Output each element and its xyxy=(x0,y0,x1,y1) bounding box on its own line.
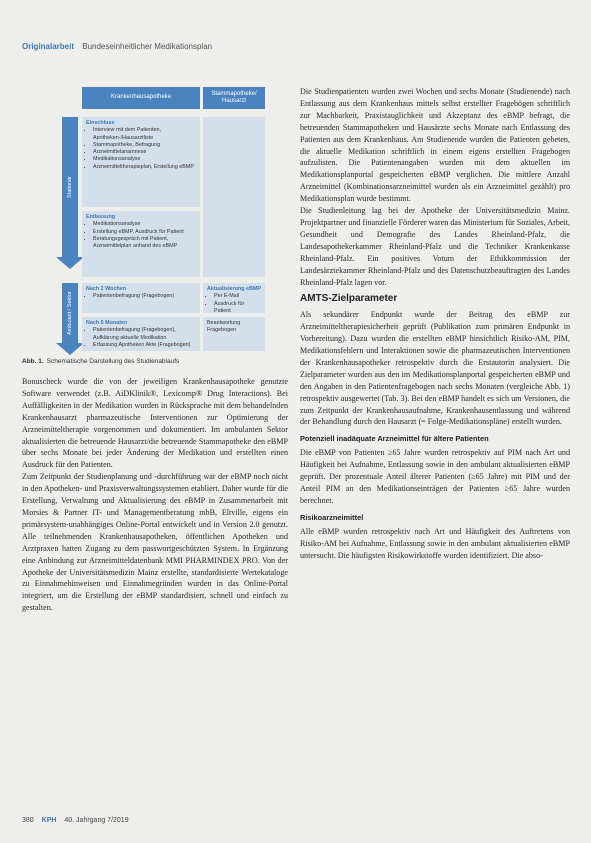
paragraph: Alle eBMP wurden retrospektiv nach Art und Häufigkeit des Auftretens von Risiko-AM bei Aufnahme, Entlassung sowie in den ambulant aktualisierten eBMP untersucht. Die häufigsten Risikowirkstoffe wurden identifiziert. Die abso- xyxy=(300,526,570,560)
column-header-pharmacy: Stammapotheke/ Hausarzt xyxy=(203,87,265,109)
study-flow-figure xyxy=(40,87,274,351)
box-item: • Beratungsgespräch mit Patient, Arzneimittelplan anhand des eBMP xyxy=(93,236,196,251)
box-item: • Patientenbefragung (Fragebogen), Aufklärung aktuelle Medikation xyxy=(93,327,196,342)
caption-text: Schematische Darstellung des Studienablaufs xyxy=(46,358,180,365)
subsection-heading-pim: Potenziell inadäquate Arzneimittel für ältere Patienten xyxy=(300,434,489,444)
box-item: • Interview mit dem Patienten, Apotheken-/Hausarztliste xyxy=(93,127,196,142)
box-discharge xyxy=(82,211,200,277)
paragraph: Zum Zeitpunkt der Studienplanung und -durchführung war der eBMP noch nicht in den Apotheken- und Praxisverwaltungssystemen etabliert. Daher wurde für die Erstellung, Verwaltung und Aktualisierung des eBMP in Zusammenarbeit mit Morsies & Partner IT- und Managementberatung mbB, Eltville, eigens ein primärsystem-unabhängiges Online-Portal entwickelt und in Version 2.0 genutzt. Alle teilnehmenden Krankenhausapotheken, öffentlichen Apotheken und Arztpraxen hatten Zugang zu dem passwortgeschützten System. In Ergänzung eine Anbindung zur Arzneimitteldatenbank MMI PHARMINDEX PRO. Von der Apotheke der Universitätsmedizin Mainz erstellte, standardisierte Wertekataloge zu Einnahmehinweisen und Einnahmegründen wurden in das Online-Portal integriert, um die Erstellung der eBMP standardisiert, schnell und einfach zu gestalten. xyxy=(22,472,288,613)
box-title: Entlassung xyxy=(86,214,116,220)
box-2-weeks xyxy=(82,283,200,313)
subsection-heading-risk: Risikoarzneimittel xyxy=(300,512,364,522)
figure-caption xyxy=(22,358,282,365)
box-item: • Patientenbefragung (Fragebogen) xyxy=(93,293,196,300)
box-title: Aktualisierung eBMP xyxy=(207,286,261,292)
box-item: • Erstellung eBMP, Ausdruck für Patient xyxy=(93,229,196,236)
arrow-label-outpatient: Ambulant / Sektor xyxy=(67,291,73,335)
box-title: Nach 6 Monaten xyxy=(86,320,128,326)
box-admission xyxy=(82,117,200,207)
box-item: • Medikationsanalyse xyxy=(93,221,196,228)
paragraph: Bonuscheck wurde die von der jeweiligen Krankenhausapotheke genutzte Software verwendet (z.B. AiDKlinik®, Lexicomp® Drug Interactions). Bei Auffälligkeiten in der Medikation wurden in Rücksprache mit dem behandelnden Krankenhausarzt pharmazeutische Interventionen zur Optimierung der Arzneimitteltherapie vorgenommen und dokumentiert. Im ambulanten Sektor aktualisierten die betreuende Hausarzt/die betreuende Stammapotheke den eBMP über sechs Monate bei jeder Änderung der Medikation und erstellten einen Ausdruck für den Patienten. xyxy=(22,377,288,470)
page-header xyxy=(22,42,212,51)
section-heading-amts: AMTS-Zielparameter xyxy=(300,293,398,305)
box-item: • Arzneimitteltherapieplan, Erstellung eBMP xyxy=(93,164,196,171)
right-column xyxy=(300,86,570,561)
box-questionnaire xyxy=(203,317,265,351)
issue-info: 40. Jahrgang 7/2019 xyxy=(64,817,129,824)
box-item: • Erfassung Apotheken Akte (Fragebogen) xyxy=(93,342,196,349)
paragraph: Als sekundärer Endpunkt wurde der Beitrag des eBMP zur Arzneimitteltherapiesicherheit geprüft (Publikation zum primären Endpunkt in Vorbereitung). Dazu wurden die erstellten eBMP hinsichtlich Risiko-AM, PIM, Medikationsfehlern und Interaktionen sowie die pharmazeutischen Interventionen der Krankenhausapotheker retrospektiv durch die Erstautorin analysiert. Die Zielparameter wurden aus den im Medikationsplanportal gespeicherten eBMP und den Angaben in den Patientenfragebogen nach sechs Monaten (vergleiche Abb. 1) retrospektiv ausgewertet (Tab. 3). Bei den eBMP handelt es sich um Versionen, die zum Zeitpunkt der Krankenhausaufnahme, Krankenhausentlassung und während der Behandlung durch den Hausarzt (= Folge-Medikationspläne) erstellt wurden. xyxy=(300,310,570,427)
arrow-head-inpatient xyxy=(56,257,84,269)
paragraph: Die Studienleitung lag bei der Apotheke der Universitätsmedizin Mainz. Projektpartner und finanzielle Förderer waren das Ministerium für Soziales, Arbeit, Gesundheit und Demografie des Landes Rheinland-Pfalz, die Landesapothekerkammer Rheinland-Pfalz und die Techniker Krankenkasse Rheinland-Pfalz. Ein positives Votum der Ethikkommission der Landesärztekammer Rheinland-Pfalz und des Datenschutzbeauftragten des Landes Rheinland-Pfalz lagen vor. xyxy=(300,206,570,287)
box-item: • Stammapotheke, Befragung xyxy=(93,142,196,149)
page-number: 380 xyxy=(22,817,34,824)
article-topic: Bundeseinheitlicher Medikationsplan xyxy=(82,42,213,51)
box-update-ebmp xyxy=(203,283,265,313)
journal-logo: KPH xyxy=(41,817,57,824)
box-title: Nach 2 Wochen xyxy=(86,286,127,292)
paragraph: Die Studienpatienten wurden zwei Wochen und sechs Monate (Studienende) nach Entlassung aus dem Krankenhaus mittels selbst erstellter Fragebögen schriftlich zur Machbarkeit, Praxistauglichkeit und Akzeptanz des eBMP befragt, die betreuenden Stammapotheken und Hausärzte sechs Monate nach Entlassung des Patienten aus dem Krankenhaus. Am Studienende wurden die Patienten gebeten, die aktuelle Medikation schriftlich in einem eigens erstellten Fragebogen aufzulisten. Die Patientenangaben wurden mit dem aktuellen im Medikationsplanportal gespeicherten eBMP verglichen. Die mittlere Anzahl Arzneimittel (Kombinationsarzneimittel wurden als ein Arzneimittel gezählt) pro Medikationsplan wurde bestimmt. xyxy=(300,87,570,204)
arrow-label-inpatient: Stationär xyxy=(67,176,73,199)
box-item: • Arzneimittelanamnese xyxy=(93,149,196,156)
box-pharmacy-blank xyxy=(203,117,265,277)
box-6-months xyxy=(82,317,200,351)
box-item: • Medikationsanalyse xyxy=(93,156,196,163)
box-item: • Per E-Mail xyxy=(214,293,261,300)
box-item: • Ausdruck für Patient xyxy=(214,301,261,316)
caption-label: Abb. 1. xyxy=(22,358,44,365)
article-type: Originalarbeit xyxy=(22,42,75,51)
box-title: Einschluss xyxy=(86,120,115,126)
page-footer xyxy=(22,817,129,824)
column-header-hospital: Krankenhausapotheke xyxy=(82,87,200,109)
paragraph: Die eBMP von Patienten ≥65 Jahre wurden retrospektiv auf PIM nach Art und Häufigkeit bei Aufnahme, Entlassung sowie in den ambulant aktualisierten eBMP geprüft. Der prozentuale Anteil älterer Patienten (≥65 Jahre) mit PIM und der Anteil PIM an den Medikationseinträgen der Patienten ≥65 Jahre wurden berechnet. xyxy=(300,448,570,505)
arrow-head-outpatient xyxy=(56,343,84,355)
left-column-text xyxy=(22,376,288,614)
box-text: Beantwortung Fragebogen xyxy=(207,320,241,334)
